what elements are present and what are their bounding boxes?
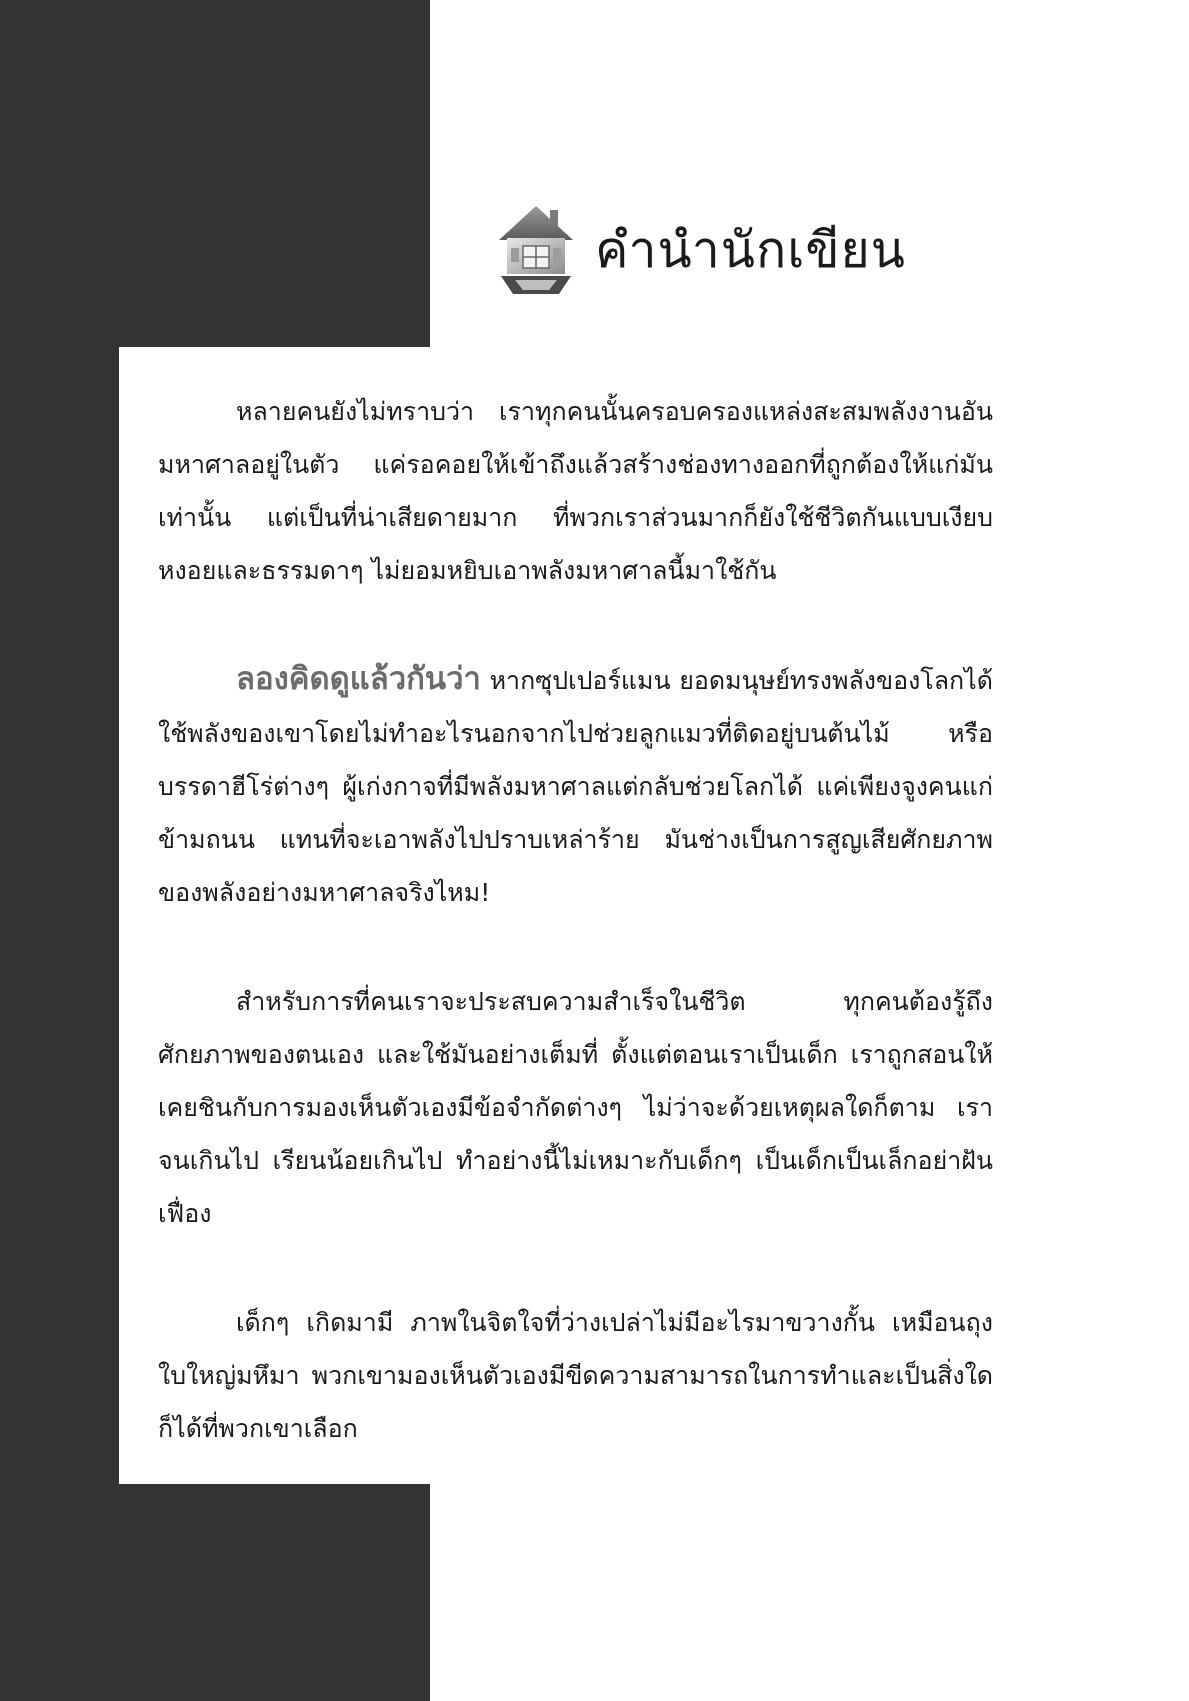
paragraph-3-text: สำหรับการที่คนเราจะประสบความสำเร็จในชีวิต ทุกคนต้องรู้ถึงศักยภาพของตนเอง และใช้มันอย่างเต็มที่ ตั้งแต่ตอนเราเป็นเด็ก เราถูกสอนให้เคยชินกับการมองเห็นตัวเองมีข้อจำกัดต่างๆ ไม่ว่าจะด้วยเหตุผลใดก็ตาม เราจนเกินไป เรียนน้อยเกินไป ทำอย่างนี้ไม่เหมาะกับเด็กๆ เป็นเด็กเป็นเล็กอย่าฝันเฟื่อง [158, 987, 993, 1228]
chapter-header [495, 195, 906, 305]
paragraph-4-text: เด็กๆ เกิดมามี ภาพในจิตใจที่ว่างเปล่าไม่มีอะไรมาขวางกั้น เหมือนถุงใบใหญ่มหึมา พวกเขามองเห็นตัวเองมีขีดความสามารถในการทำและเป็นสิ่งใดก็ได้ที่พวกเขาเลือก [158, 1308, 993, 1443]
paragraph-1 [158, 385, 993, 597]
paragraph-3 [158, 975, 993, 1240]
paragraph-2-text: หากซุปเปอร์แมน ยอดมนุษย์ทรงพลังของโลกได้ใช้พลังของเขาโดยไม่ทำอะไรนอกจากไปช่วยลูกแมวที่ติดอยู่บนต้นไม้ หรือบรรดาฮีโร่ต่างๆ ผู้เก่งกาจที่มีพลังมหาศาลแต่กลับช่วยโลกได้ แค่เพียงจูงคนแก่ข้ามถนน แทนที่จะเอาพลังไปปราบเหล่าร้าย มันช่างเป็นการสูญเสียศักยภาพของพลังอย่างมหาศาลจริงไหม! [158, 666, 993, 907]
paragraph-2 [158, 653, 993, 919]
paragraph-4 [158, 1296, 993, 1455]
house-icon [495, 202, 577, 298]
page-title: คำนำนักเขียน [595, 220, 906, 279]
preface-body [158, 385, 993, 1511]
paragraph-2-emphasis: ลองคิดดูแล้วกันว่า [236, 661, 481, 697]
paragraph-1-text: หลายคนยังไม่ทราบว่า เราทุกคนนั้นครอบครองแหล่งสะสมพลังงานอันมหาศาลอยู่ในตัว แค่รอคอยให้เข้าถึงแล้วสร้างช่องทางออกที่ถูกต้องให้แก่มันเท่านั้น แต่เป็นที่น่าเสียดายมาก ที่พวกเราส่วนมากก็ยังใช้ชีวิตกันแบบเงียบหงอยและธรรมดาๆ ไม่ยอมหยิบเอาพลังมหาศาลนี้มาใช้กัน [158, 397, 993, 585]
